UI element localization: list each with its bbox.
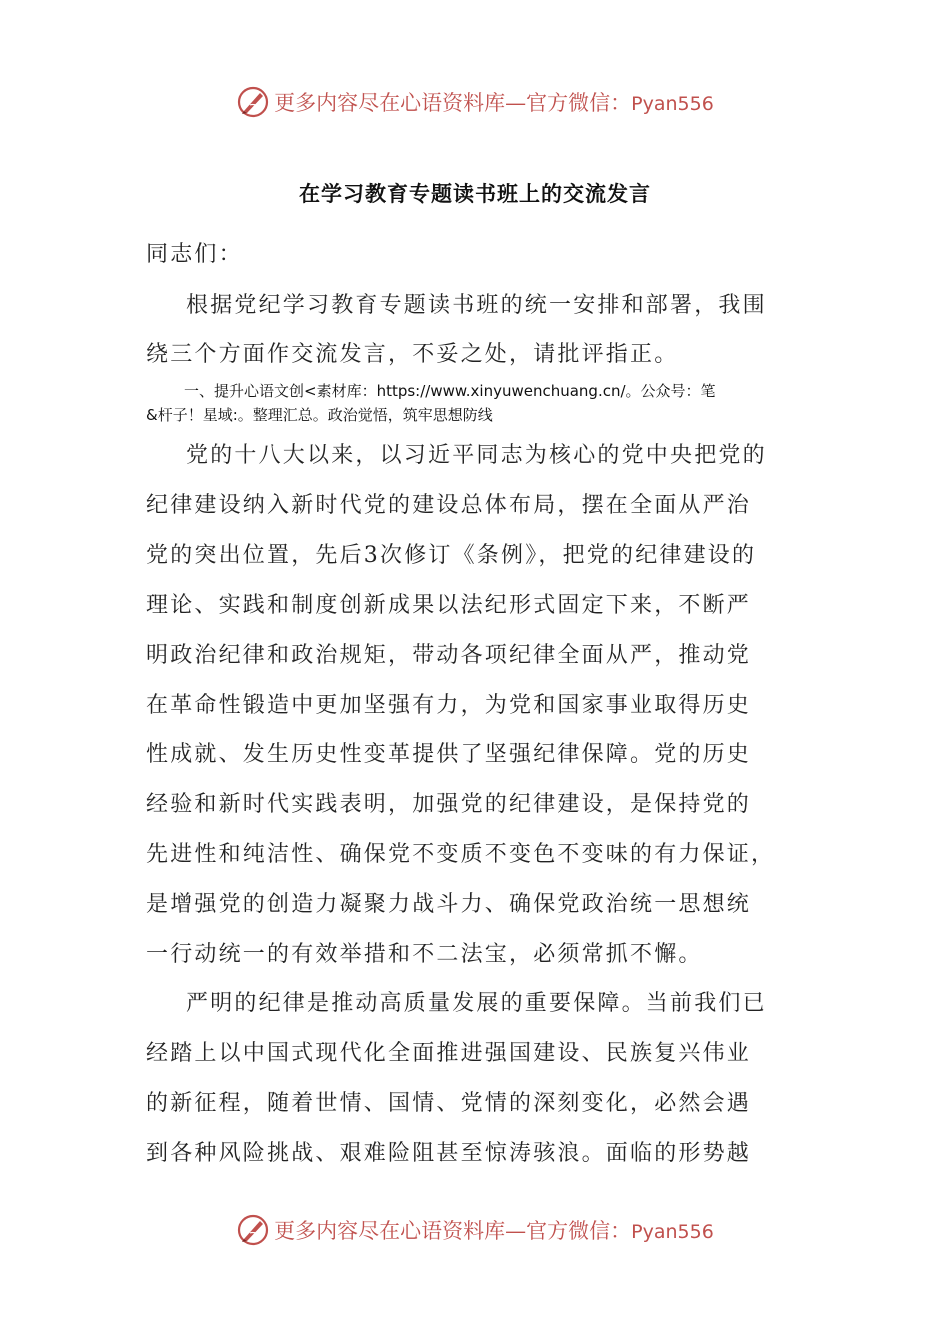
paragraph-line: 在革命性锻造中更加坚强有力，为党和国家事业取得历史 — [146, 693, 752, 718]
paragraph-line: 性成就、发生历史性变革提供了坚强纪律保障。党的历史 — [146, 742, 752, 767]
paragraph-line: 一行动统一的有效举措和不二法宝，必须常抓不懈。 — [146, 942, 703, 967]
paragraph-line: 的新征程，随着世情、国情、党情的深刻变化，必然会遇 — [146, 1091, 752, 1116]
header-banner — [0, 82, 950, 122]
banner-wechat-label: 官方微信： — [526, 91, 632, 115]
pen-logo-icon — [236, 1213, 270, 1247]
paragraph-line: 是增强党的创造力凝聚力战斗力、确保党政治统一思想统 — [146, 892, 752, 917]
banner-separator: — — [505, 1219, 527, 1243]
banner-wechat-label: 官方微信： — [526, 1219, 632, 1243]
paragraph-line: 到各种风险挑战、艰难险阻甚至惊涛骇浪。面临的形势越 — [146, 1141, 752, 1166]
section-heading-line: 一、提升心语文创<素材库：https://www.xinyuwenchuang.cn/。公众号：笔 — [184, 382, 716, 400]
paragraph-line: 党的突出位置，先后3次修订《条例》，把党的纪律建设的 — [146, 543, 757, 568]
banner-library-name: 更多内容尽在心语资料库 — [274, 91, 506, 115]
paragraph-line: 理论、实践和制度创新成果以法纪形式固定下来，不断严 — [146, 593, 752, 618]
banner-library-name: 更多内容尽在心语资料库 — [274, 1219, 506, 1243]
banner-text — [274, 1215, 714, 1245]
section-heading-line: &杆子！星域:。整理汇总。政治觉悟，筑牢思想防线 — [146, 406, 493, 424]
banner-separator: — — [505, 91, 527, 115]
paragraph-line: 纪律建设纳入新时代党的建设总体布局，摆在全面从严治 — [146, 493, 752, 518]
paragraph-line: 经验和新时代实践表明，加强党的纪律建设，是保持党的 — [146, 792, 752, 817]
paragraph-line: 明政治纪律和政治规矩，带动各项纪律全面从严，推动党 — [146, 643, 752, 668]
paragraph-line: 经踏上以中国式现代化全面推进强国建设、民族复兴伟业 — [146, 1041, 752, 1066]
salutation: 同志们： — [146, 242, 243, 267]
document-title: 在学习教育专题读书班上的交流发言 — [299, 181, 651, 206]
pen-logo-icon — [236, 85, 270, 119]
paragraph-line: 严明的纪律是推动高质量发展的重要保障。当前我们已 — [186, 991, 767, 1016]
banner-wechat-id: Pyan556 — [631, 1221, 714, 1243]
banner-text — [274, 87, 714, 117]
paragraph-line: 党的十八大以来，以习近平同志为核心的党中央把党的 — [186, 443, 767, 468]
intro-line: 绕三个方面作交流发言，不妥之处，请批评指正。 — [146, 342, 679, 367]
footer-banner — [0, 1210, 950, 1250]
banner-wechat-id: Pyan556 — [631, 93, 714, 115]
paragraph-line: 先进性和纯洁性、确保党不变质不变色不变味的有力保证， — [146, 842, 776, 867]
intro-line: 根据党纪学习教育专题读书班的统一安排和部署，我围 — [186, 293, 767, 318]
